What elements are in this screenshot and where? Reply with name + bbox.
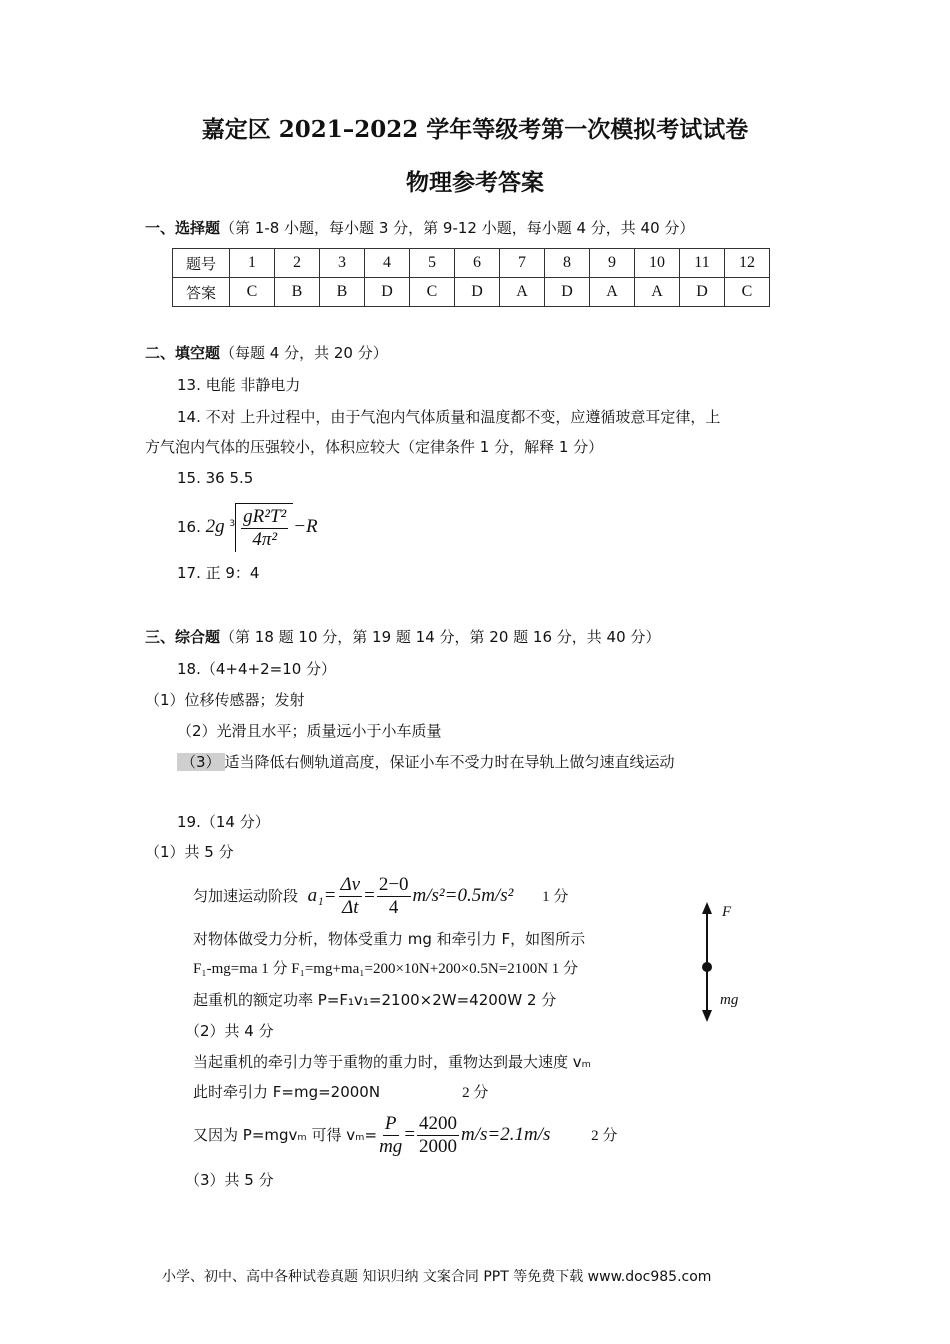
denominator: Δt	[342, 897, 359, 918]
question-number-cell: 12	[725, 249, 770, 278]
question-number-cell: 10	[635, 249, 680, 278]
q19-line-force: 对物体做受力分析，物体受重力 mg 和牵引力 F，如图所示	[193, 930, 586, 948]
question-number-cell: 2	[275, 249, 320, 278]
denominator: 2000	[419, 1136, 458, 1157]
score: 2 分	[591, 1128, 618, 1144]
question-number-cell: 1	[230, 249, 275, 278]
formula-part: −R	[293, 516, 318, 537]
table-row	[173, 249, 770, 278]
formula-part: =	[404, 1124, 416, 1145]
answer-cell: A	[635, 278, 680, 307]
q19-line-accel	[193, 873, 568, 920]
q19-line-vm	[193, 1112, 617, 1159]
formula-part: =	[364, 885, 375, 906]
q19-line-power: 起重机的额定功率 P=F₁v₁=2100×2W=4200W 2 分	[193, 991, 557, 1009]
object-point	[702, 962, 712, 972]
question-number-cell: 11	[680, 249, 725, 278]
section-1-header	[145, 218, 694, 238]
cube-root	[235, 503, 293, 552]
formula-part: m/s²=0.5m/s²	[412, 885, 514, 906]
answer-cell: A	[590, 278, 635, 307]
part-text: 适当降低右侧轨道高度，保证小车不受力时在导轨上做匀速直线运动	[224, 753, 675, 771]
answer-cell: C	[410, 278, 455, 307]
answer-cell: B	[320, 278, 365, 307]
section-2-header	[145, 343, 388, 363]
answer-cell: B	[275, 278, 320, 307]
q19-part3: （3）共 5 分	[185, 1171, 274, 1189]
answer-16	[177, 500, 318, 552]
force-label-up: F	[722, 904, 732, 920]
force-label-down: mg	[720, 992, 739, 1008]
question-number-cell: 5	[410, 249, 455, 278]
numerator: gR²T²	[243, 506, 287, 527]
answer-cell: D	[455, 278, 500, 307]
section-3-header	[145, 627, 660, 647]
answer-15: 15. 36 5.5	[177, 469, 254, 487]
numerator: 4200	[419, 1113, 458, 1134]
answer-14-line1: 14. 不对 上升过程中，由于气泡内气体质量和温度都不变，应遵循玻意耳定律，上	[177, 408, 721, 426]
q19-part1: （1）共 5 分	[145, 843, 234, 861]
question-number-cell: 8	[545, 249, 590, 278]
q18-part1: （1）位移传感器；发射	[145, 691, 305, 709]
score: 2 分	[462, 1085, 489, 1101]
denominator: mg	[379, 1136, 403, 1157]
question-number-cell: 6	[455, 249, 500, 278]
answer-cell: D	[680, 278, 725, 307]
denominator: 4π²	[252, 529, 278, 550]
question-number-cell: 7	[500, 249, 545, 278]
q19-part2: （2）共 4 分	[185, 1022, 274, 1040]
section-note: （每题 4 分，共 20 分）	[220, 344, 388, 362]
formula-part: 2g	[205, 516, 225, 537]
answer-13: 13. 电能 非静电力	[177, 376, 301, 394]
answer-14-line2: 方气泡内气体的压强较小，体积应较大（定律条件 1 分，解释 1 分）	[145, 438, 604, 456]
question-number: 16.	[177, 518, 201, 536]
section-heading: 二、填空题	[145, 344, 221, 362]
arrow-down-icon	[702, 1010, 712, 1022]
q19-line-max-speed: 当起重机的牵引力等于重物的重力时，重物达到最大速度 vₘ	[193, 1053, 591, 1071]
root-index: 3	[229, 519, 236, 529]
q18-part3	[177, 752, 675, 772]
answer-17: 17. 正 9：4	[177, 564, 260, 582]
highlighted-label: （3）	[177, 753, 225, 771]
numerator: Δv	[340, 874, 361, 895]
document-title: 嘉定区 2021–2022 学年等级考第一次模拟考试试卷	[201, 116, 749, 143]
row-header: 题号	[173, 249, 230, 278]
numerator: P	[384, 1113, 397, 1134]
denominator: 4	[388, 897, 399, 918]
answer-cell: D	[365, 278, 410, 307]
section-note: （第 18 题 10 分，第 19 题 14 分，第 20 题 16 分，共 40 分）	[220, 628, 661, 646]
q19-line-equation: F₁-mg=ma 1 分 F₁=mg+ma₁=200×10N+200×0.5N=2100N 1 分	[193, 961, 579, 977]
answer-cell: A	[500, 278, 545, 307]
line-text: 又因为 P=mgvₘ 可得 vₘ=	[193, 1126, 378, 1144]
row-header: 答案	[173, 278, 230, 307]
formula-part: a₁=	[307, 885, 337, 906]
answer-cell: C	[725, 278, 770, 307]
answer-cell: C	[230, 278, 275, 307]
line-text: 匀加速运动阶段	[193, 887, 299, 905]
question-number-cell: 9	[590, 249, 635, 278]
question-number-cell: 4	[365, 249, 410, 278]
section-heading: 一、选择题	[145, 219, 221, 237]
section-heading: 三、综合题	[145, 628, 221, 646]
section-note: （第 1-8 小题，每小题 3 分，第 9-12 小题，每小题 4 分，共 40 分）	[220, 219, 695, 237]
footer-text: 小学、初中、高中各种试卷真题 知识归纳 文案合同 PPT 等免费下载 www.doc985.com	[162, 1269, 712, 1285]
document-subtitle: 物理参考答案	[406, 169, 544, 196]
q18-part2: （2）光滑且水平；质量远小于小车质量	[177, 722, 442, 740]
q18-header: 18.（4+4+2=10 分）	[177, 660, 337, 678]
question-number-cell: 3	[320, 249, 365, 278]
formula-part: m/s=2.1m/s	[461, 1124, 551, 1145]
answer-table	[172, 248, 770, 307]
line-text: 此时牵引力 F=mg=2000N	[193, 1083, 381, 1101]
q19-line-traction	[193, 1082, 488, 1103]
arrow-up-icon	[702, 902, 712, 914]
table-row	[173, 278, 770, 307]
score: 1 分	[542, 889, 569, 905]
answer-cell: D	[545, 278, 590, 307]
numerator: 2−0	[378, 874, 409, 895]
q19-header: 19.（14 分）	[177, 813, 270, 831]
